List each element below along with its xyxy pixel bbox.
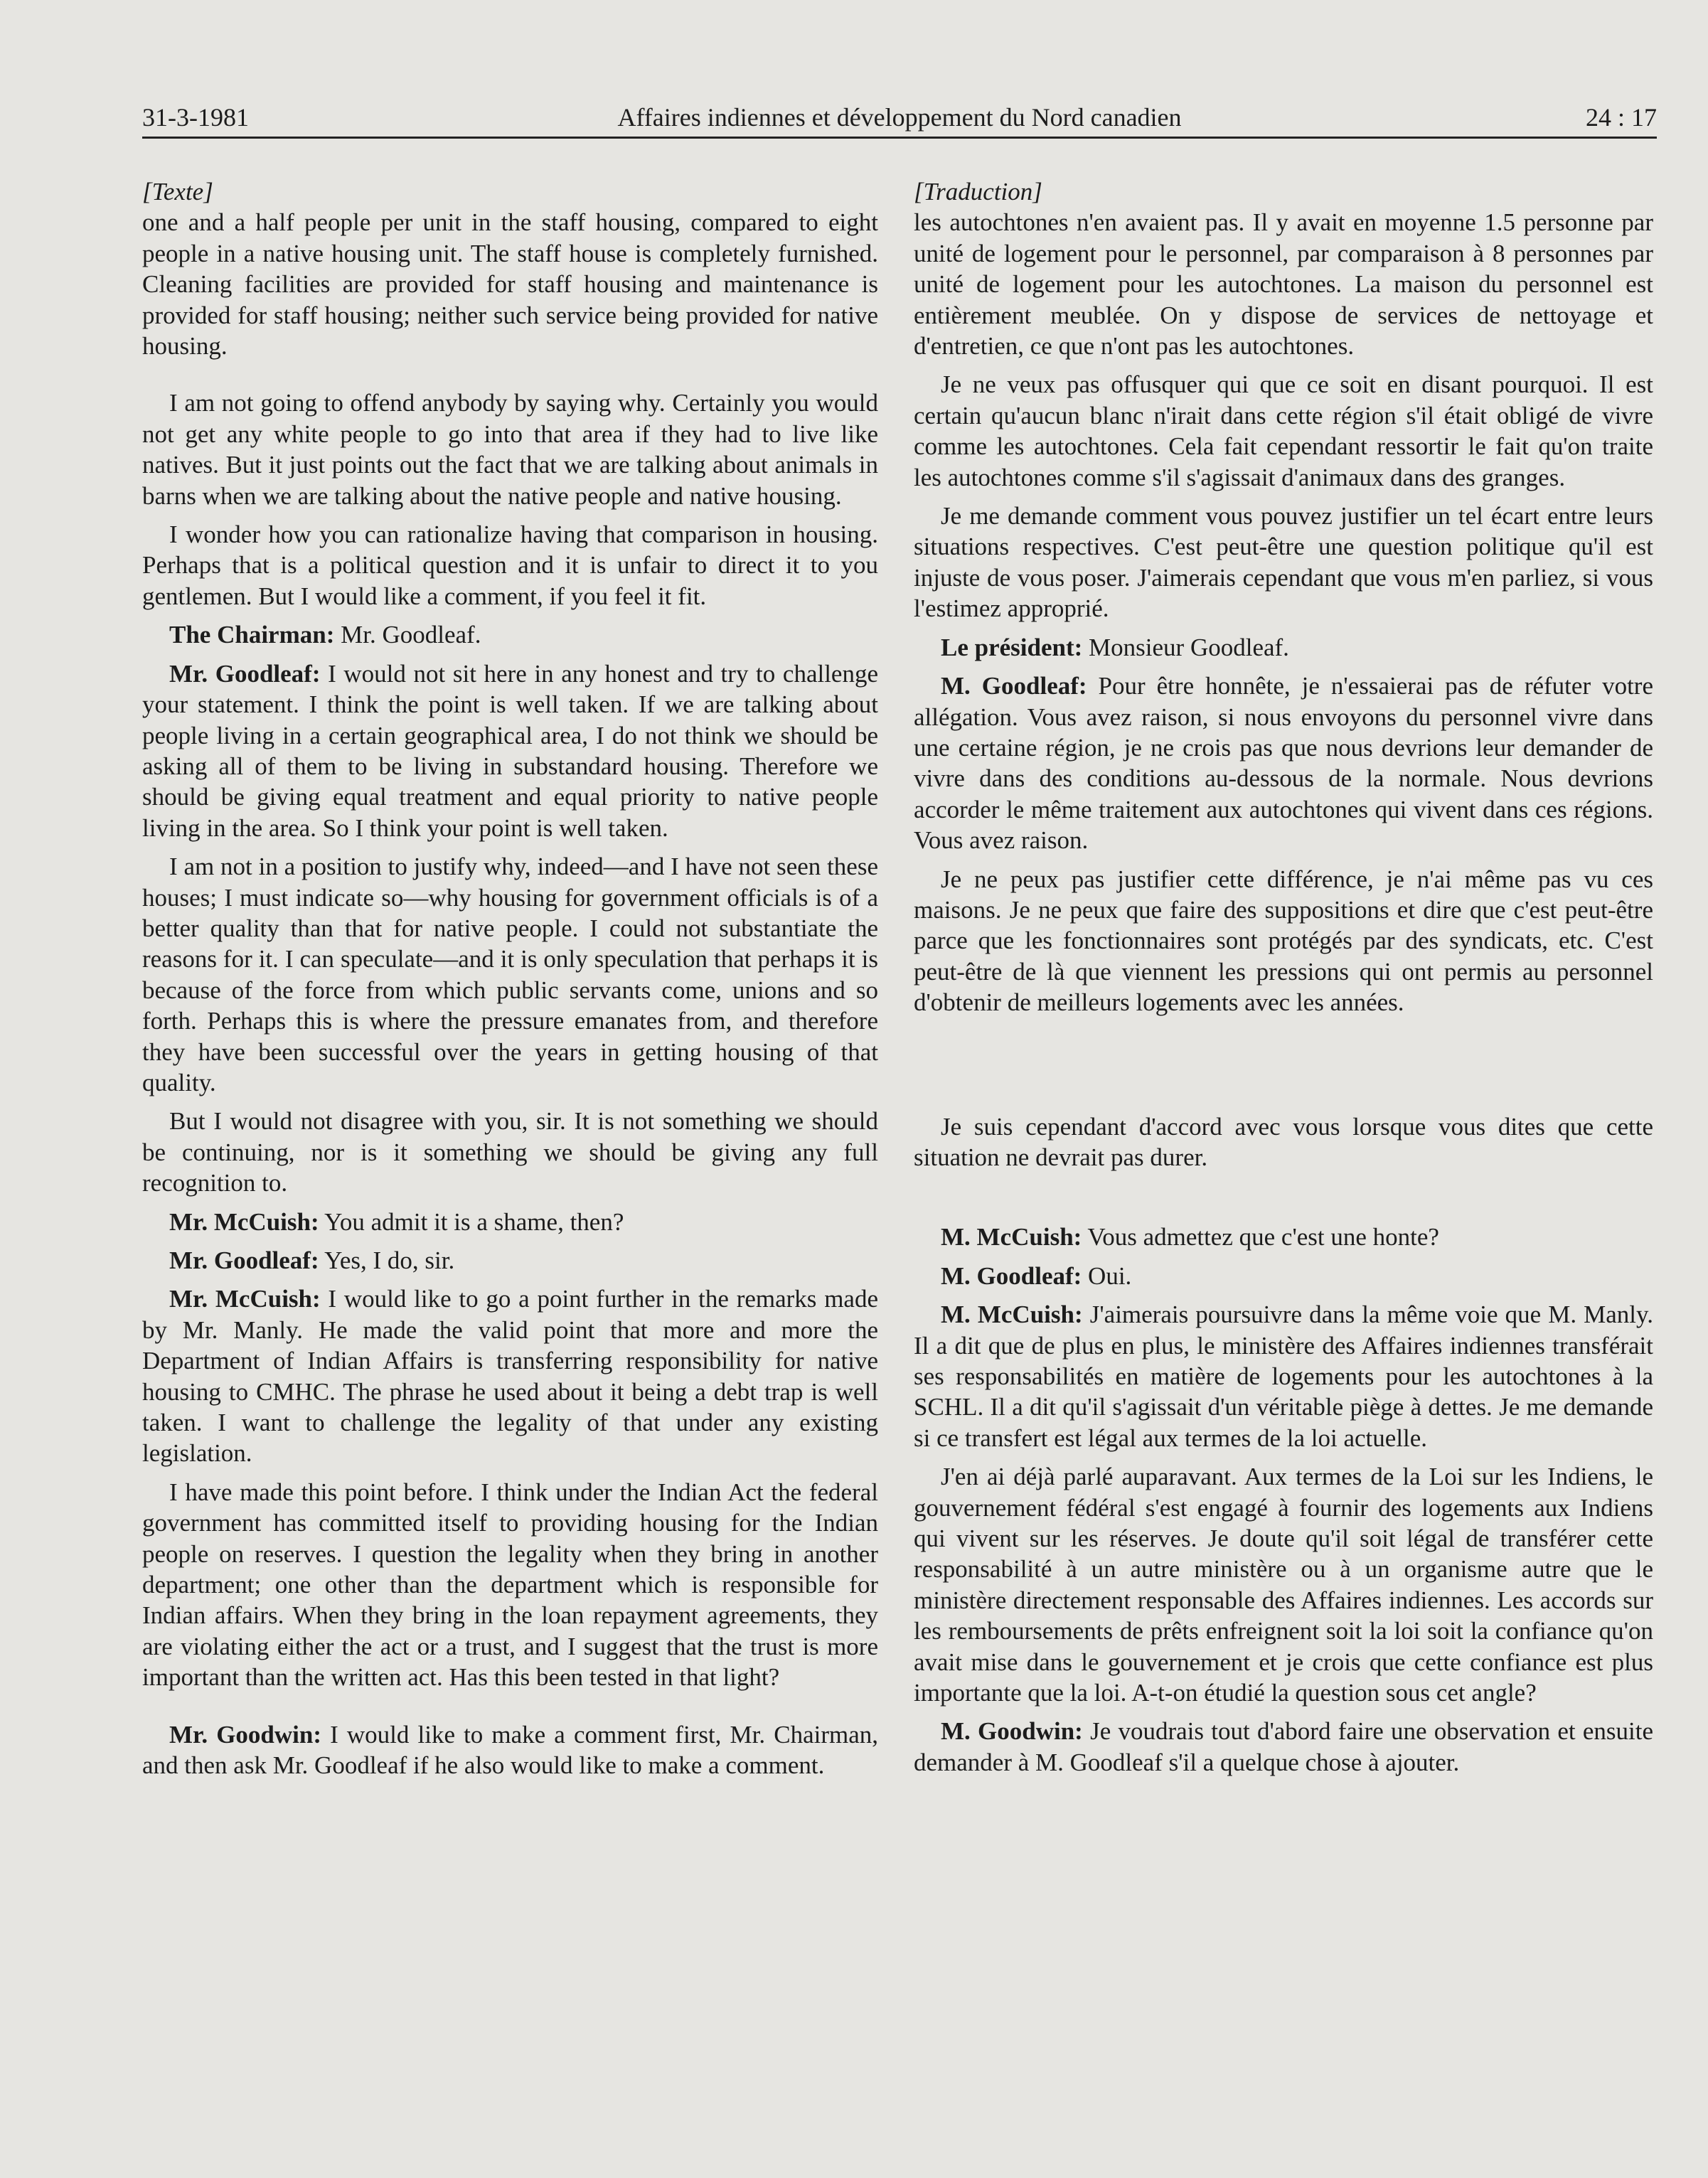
speaker-paragraph: M. Goodleaf: Oui. [941, 1261, 1132, 1290]
paragraph: I am not in a position to justify why, indeed—and I have not seen these houses; I must indicate so—why housing for government officials is of a better quality than that for native people. I could not substantiate the reasons for it. I can speculate—and it is only speculation that perhaps it is because of the force from which public servants come, unions and so forth. Perhaps this is where the pressure emanates from, and therefore they have been successful over the years in getting housing of that quality. [142, 853, 878, 1096]
paragraph: Je ne veux pas offusquer qui que ce soit en disant pourquoi. Il est certain qu'aucun blanc n'irait dans cette région s'il était obligé de vivre comme les autochtones. Cela fait cependant ressortir le fait qu'on traite les autochtones comme s'il s'agissait d'animaux dans des granges. [914, 370, 1653, 491]
paragraph: one and a half people per unit in the staff housing, compared to eight people in a native housing unit. The staff house is completely furnished. Cleaning facilities are provided for staff housing and maintenance is provided for staff housing; neither such service being provided for native housing. [142, 208, 878, 361]
translation-label: [Traduction] [914, 178, 1042, 205]
header-title: Affaires indiennes et développement du Nord canadien [617, 103, 1182, 132]
speaker-paragraph: The Chairman: Mr. Goodleaf. [169, 621, 481, 649]
speaker-paragraph: Le président: Monsieur Goodleaf. [941, 633, 1289, 661]
header-page-number: 24 : 17 [1585, 103, 1657, 132]
paragraph: Je ne peux pas justifier cette différence, je n'ai même pas vu ces maisons. Je ne peux que faire des suppositions et dire que c'est peut-être parce que les fonctionnaires sont protégés par des syndicats, etc. C'est peut-être de là que viennent les pressions qui ont permis au personnel d'obtenir de meilleurs logements avec les années. [914, 865, 1653, 1017]
french-column [914, 176, 1653, 1785]
running-header [142, 100, 1657, 135]
paragraph: les autochtones n'en avaient pas. Il y avait en moyenne 1.5 personne par unité de logement pour le personnel, par comparaison à 8 personnes par unité de logement pour les autochtones. La maison du personnel est entièrement meublée. On y dispose de services de nettoyage et d'entretien, ce que n'ont pas les autochtones. [914, 208, 1653, 361]
paragraph: I wonder how you can rationalize having that comparison in housing. Perhaps that is a political question and it is unfair to direct it to you gentlemen. But I would like a comment, if you feel it fit. [142, 521, 878, 610]
speaker-paragraph: Mr. McCuish: I would like to go a point further in the remarks made by Mr. Manly. He made the valid point that more and more the Department of Indian Affairs is transferring responsibility for native housing to CMHC. The phrase he used about it being a debt trap is well taken. I want to challenge the legality of that under any existing legislation. [142, 1285, 878, 1468]
speaker-name: M. Goodwin: [941, 1717, 1083, 1746]
speaker-paragraph: M. Goodwin: Je voudrais tout d'abord faire une observation et ensuite demander à M. Goodleaf s'il a quelque chose à ajouter. [914, 1717, 1653, 1776]
speaker-name: Le président: [941, 633, 1083, 661]
speaker-paragraph: Mr. Goodleaf: I would not sit here in any honest and try to challenge your statement. I think the point is well taken. If we are talking about people living in a certain geographical area, I do not think we should be asking all of them to be living in substandard housing. Therefore we should be giving equal treatment and equal priority to native people living in the area. So I think your point is well taken. [142, 659, 878, 842]
paragraph: But I would not disagree with you, sir. It is not something we should be continuing, nor is it something we should be giving any full recognition to. [142, 1107, 878, 1197]
speaker-paragraph: M. McCuish: Vous admettez que c'est une honte? [941, 1223, 1439, 1251]
speaker-name: M. Goodleaf: [941, 672, 1087, 700]
speaker-name: M. McCuish: [941, 1223, 1082, 1251]
speaker-name: The Chairman: [169, 621, 335, 649]
speaker-name: Mr. Goodwin: [169, 1720, 322, 1749]
speaker-paragraph: Mr. McCuish: You admit it is a shame, then? [169, 1207, 624, 1236]
header-rule [142, 137, 1657, 139]
paragraph: I am not going to offend anybody by saying why. Certainly you would not get any white people to go into that area if they had to live like natives. But it just points out the fact that we are talking about animals in barns when we are talking about the native people and native housing. [142, 389, 878, 510]
paragraph: Je me demande comment vous pouvez justifier un tel écart entre leurs situations respectives. C'est peut-être une question politique qu'il est injuste de vous poser. J'aimerais cependant que vous m'en parliez, si vous l'estimez approprié. [914, 502, 1653, 623]
paragraph: I have made this point before. I think under the Indian Act the federal government has committed itself to providing housing for the Indian people on reserves. I question the legality when they bring in another department; one other than the department which is responsible for Indian affairs. When they bring in the loan repayment agreements, they are violating either the act or a trust, and I suggest that the trust is more important than the written act. Has this been tested in that light? [142, 1478, 878, 1692]
speaker-name: M. Goodleaf: [941, 1261, 1082, 1290]
text-label: [Texte] [142, 178, 213, 205]
paragraph: J'en ai déjà parlé auparavant. Aux termes de la Loi sur les Indiens, le gouvernement fédéral s'est engagé à fournir des logements aux Indiens qui vivent sur les réserves. Je doute qu'il soit légal de transférer cette responsabilité à un autre ministère ou à un organisme autre que le ministère directement responsable des Affaires indiennes. Les accords sur les remboursements de prêts enfreignent soit la loi soit la confiance qu'on avait mise dans le gouvernement et je crois que cette confiance est plus importante que la loi. A-t-on étudié la question sous cet angle? [914, 1463, 1653, 1707]
speaker-name: Mr. Goodleaf: [169, 1247, 319, 1274]
english-column [142, 176, 878, 1789]
speaker-name: Mr. Goodleaf: [169, 659, 321, 688]
speaker-name: Mr. McCuish: [169, 1285, 321, 1313]
paragraph: Je suis cependant d'accord avec vous lorsque vous dites que cette situation ne devrait pas durer. [914, 1112, 1653, 1171]
header-date: 31-3-1981 [142, 103, 249, 132]
speaker-name: Mr. McCuish: [169, 1207, 319, 1236]
speaker-name: M. McCuish: [941, 1301, 1083, 1329]
speaker-paragraph: M. Goodleaf: Pour être honnête, je n'essaierai pas de réfuter votre allégation. Vous avez raison, si nous envoyons du personnel vivre dans une certaine région, je ne crois pas que nous devrions leur demander de vivre dans des conditions au-dessous de la normale. Nous devrions accorder le même traitement aux autochtones qui vivent dans ces régions. Vous avez raison. [914, 672, 1654, 855]
speaker-paragraph: Mr. Goodwin: I would like to make a comment first, Mr. Chairman, and then ask Mr. Goodleaf if he also would like to make a comment. [142, 1720, 878, 1780]
speaker-paragraph: M. McCuish: J'aimerais poursuivre dans la même voie que M. Manly. Il a dit que de plus en plus, le ministère des Affaires indiennes transférait ses responsabilités en matière de logements pour les autochtones à la SCHL. Il a dit qu'il s'agissait d'un véritable piège à dettes. Je me demande si ce transfert est légal aux termes de la loi actuelle. [914, 1301, 1654, 1452]
speaker-paragraph: Mr. Goodleaf: Yes, I do, sir. [169, 1247, 455, 1274]
